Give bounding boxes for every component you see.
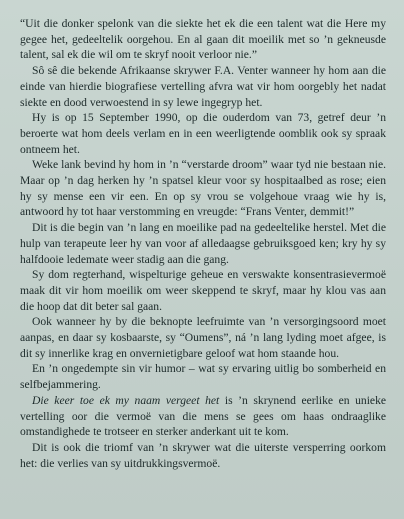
paragraph-hope: Sy dom regterhand, wispelturige geheue en verswakte konsentrasievermoë maak dit vir hom moeilik om weer skeppend te skryf, maar hy klou vas aan die hoop dat dit beter sal gaan. xyxy=(20,268,386,313)
paragraph-quote: “Uit die donker spelonk van die siekte het ek die een talent wat die Here my gegee het, gedeeltelik oorgehou. En al gaan dit moeilik met so ’n gekneusde talent, sal ek die wil om te skryf nooit verloor nie.” xyxy=(20,17,386,62)
paragraph-stroke: Hy is op 15 September 1990, op die ouderdom van 73, getref deur ’n beroerte wat hom deels verlam en in een weerligtende oomblik ook sy spraak ontneem het. xyxy=(20,111,386,156)
paragraph-humor: En ’n ongedempte sin vir humor – wat sy ervaring uitlig bo somberheid en selfbejammering. xyxy=(20,362,386,392)
blurb-text xyxy=(20,16,386,471)
paragraph-dream: Weke lank bevind hy hom in ’n “verstarde droom” waar tyd nie bestaan nie. Maar op ’n dag herken hy ’n spatsel kleur voor sy hospitaalbed as rose; eien hy sy mense een vir een. En op sy vrou se volgehoue vraag wie hy is, antwoord hy tot haar verstomming en vreugde: “Frans Venter, demmit!” xyxy=(20,158,386,219)
paragraph-intro: Sô sê die bekende Afrikaanse skrywer F.A. Venter wanneer hy hom aan die einde van hierdie biografiese vertelling afvra wat vir hom oorgebly het nadat siekte en dood verwoestend in sy lewe ingegryp het. xyxy=(20,64,386,109)
paragraph-recovery: Dit is die begin van ’n lang en moeilike pad na gedeeltelike herstel. Met die hulp van terapeute leer hy van voor af alledaagse gebruiksgoed ken; kry hy sy halfdooie ledemate weer stadig aan die gang. xyxy=(20,221,386,266)
paragraph-triumph: Dit is ook die triomf van ’n skrywer wat die uiterste versperring oorkom het: die verlies van sy uitdrukkingsvermoë. xyxy=(20,440,386,470)
paragraph-title-summary xyxy=(20,393,386,440)
paragraph-care-home: Ook wanneer hy by die beknopte leefruimte van ’n versorgingsoord moet aanpas, en daar sy kosbaarste, sy “Oumens”, ná ’n lang lyding moet afgee, is dit sy innerlike krag en onvernietigbare geloof wat hom staande hou. xyxy=(20,315,386,360)
book-title: Die keer toe ek my naam vergeet het xyxy=(32,393,220,407)
summary-text: is ’n skrynend eerlike en unieke vertelling oor die vermoë van die mens se gees om haas ondraaglike omstandighede te trotseer en sterker anderkant uit te kom. xyxy=(20,393,387,439)
